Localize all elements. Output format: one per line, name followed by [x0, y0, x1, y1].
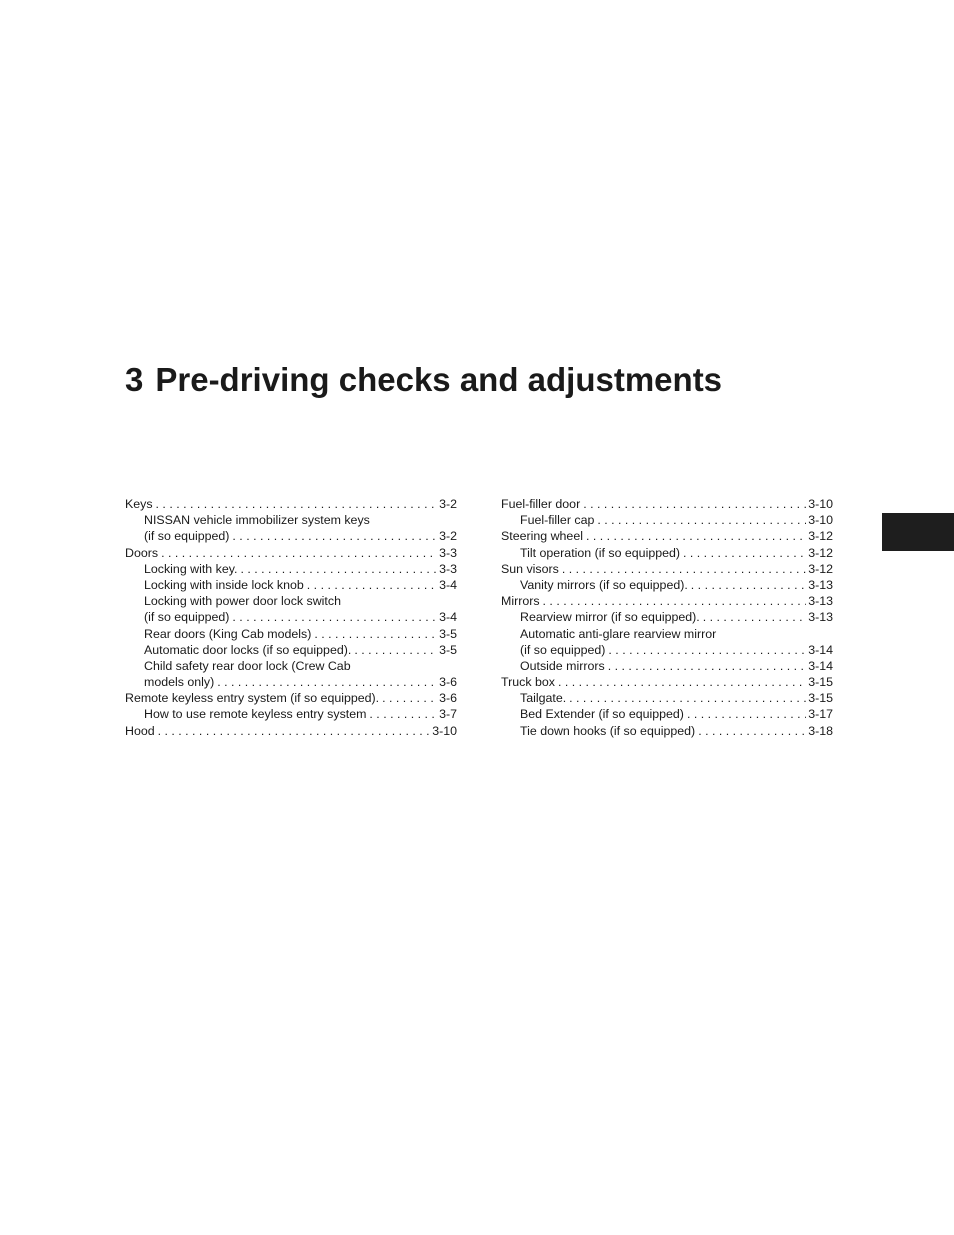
chapter-title: [125, 358, 722, 402]
toc-entry-line: [520, 609, 833, 625]
toc-page-number: 3-15: [808, 691, 833, 706]
toc-entry[interactable]: [125, 577, 457, 593]
dot-leader: [687, 706, 806, 722]
toc-entry[interactable]: [125, 658, 457, 690]
toc-entry-line: [520, 706, 833, 722]
toc-entry-line: [144, 528, 457, 544]
toc-entry[interactable]: [501, 674, 833, 690]
toc-page-number: 3-3: [439, 561, 457, 576]
toc-entry-label: Outside mirrors: [520, 658, 605, 673]
toc-entry[interactable]: [501, 577, 833, 593]
toc-entry-line: [144, 626, 457, 642]
toc-page-number: 3-15: [808, 675, 833, 690]
toc-entry-line: [125, 545, 457, 561]
toc-page-number: 3-18: [808, 723, 833, 738]
dot-leader: [608, 642, 806, 658]
dot-leader: [586, 528, 806, 544]
toc-entry-label: Automatic anti-glare rearview mirror: [520, 626, 717, 641]
dot-leader: [240, 561, 437, 577]
toc-entry-label: Truck box: [501, 675, 555, 690]
toc-entry-line: [144, 642, 457, 658]
toc-entry-label: Fuel-filler cap: [520, 513, 595, 528]
toc-page-number: 3-14: [808, 642, 833, 657]
dot-leader: [562, 561, 806, 577]
toc-entry-line: [125, 690, 457, 706]
toc-entry[interactable]: [501, 496, 833, 512]
toc-entry-label: Tilt operation (if so equipped): [520, 545, 681, 560]
toc-entry[interactable]: [125, 512, 457, 544]
toc-entry-label: Fuel-filler door: [501, 497, 581, 511]
toc-page-number: 3-13: [808, 594, 833, 609]
toc-entry-label: Locking with inside lock knob: [144, 577, 304, 592]
toc-entry[interactable]: [501, 512, 833, 528]
toc-entry-label: (if so equipped): [520, 642, 606, 657]
toc-entry-label: Steering wheel: [501, 529, 583, 544]
toc-entry[interactable]: [125, 593, 457, 625]
dot-leader: [382, 690, 437, 706]
toc-entry[interactable]: [125, 690, 457, 706]
dot-leader: [608, 658, 807, 674]
toc-entry-label: Keys: [125, 497, 153, 511]
toc-entry-label: Locking with power door lock switch: [144, 594, 341, 609]
toc-page-number: 3-5: [439, 626, 457, 641]
dot-leader: [558, 674, 806, 690]
toc-entry-line: [520, 690, 833, 706]
toc-entry[interactable]: [501, 690, 833, 706]
toc-entry-label: (if so equipped): [144, 610, 230, 625]
toc-entry[interactable]: [125, 626, 457, 642]
toc-entry-line: [501, 674, 833, 690]
toc-entry[interactable]: [501, 706, 833, 722]
toc-entry[interactable]: [501, 723, 833, 739]
dot-leader: [583, 496, 806, 512]
toc-entry-line: [520, 626, 833, 642]
toc-entry-label: models only): [144, 675, 215, 690]
dot-leader: [161, 545, 437, 561]
toc-page-number: 3-6: [439, 691, 457, 706]
toc-page-number: 3-10: [808, 513, 833, 528]
toc-entry-line: [144, 561, 457, 577]
toc-entry[interactable]: [501, 626, 833, 658]
toc-entry[interactable]: [501, 528, 833, 544]
toc-entry-label: Remote keyless entry system (if so equipped).: [125, 691, 380, 706]
toc-page-number: 3-17: [808, 707, 833, 722]
dot-leader: [569, 690, 806, 706]
toc-entry-line: [144, 658, 457, 674]
dot-leader: [698, 723, 806, 739]
toc-page-number: 3-10: [432, 723, 457, 738]
toc-page-number: 3-5: [439, 642, 457, 657]
toc-entry[interactable]: [125, 561, 457, 577]
toc-left-column: [125, 496, 457, 739]
toc-entry-label: Vanity mirrors (if so equipped).: [520, 577, 688, 592]
toc-entry-label: Rear doors (King Cab models): [144, 626, 312, 641]
toc-entry[interactable]: [501, 545, 833, 561]
toc-entry[interactable]: [501, 658, 833, 674]
toc-entry-line: [520, 545, 833, 561]
dot-leader: [232, 528, 437, 544]
toc-entry-line: [144, 593, 457, 609]
toc-page-number: 3-12: [808, 545, 833, 560]
dot-leader: [307, 577, 437, 593]
toc-page-number: 3-4: [439, 610, 457, 625]
toc-page-number: 3-2: [439, 529, 457, 544]
toc-entry[interactable]: [125, 723, 457, 739]
toc-entry-label: Locking with key.: [144, 561, 238, 576]
toc-entry-line: [520, 723, 833, 739]
toc-page-number: 3-10: [808, 497, 833, 511]
dot-leader: [543, 593, 807, 609]
toc-entry-line: [501, 561, 833, 577]
toc-entry-line: [520, 642, 833, 658]
toc-entry-label: NISSAN vehicle immobilizer system keys: [144, 513, 370, 528]
toc-entry-label: Child safety rear door lock (Crew Cab: [144, 658, 351, 673]
toc-page-number: 3-2: [439, 497, 457, 511]
toc-entry-line: [501, 496, 833, 512]
toc-entry-label: Automatic door locks (if so equipped).: [144, 642, 352, 657]
dot-leader: [314, 626, 437, 642]
dot-leader: [597, 512, 806, 528]
toc-entry-line: [144, 674, 457, 690]
dot-leader: [232, 609, 437, 625]
toc-entry-line: [144, 577, 457, 593]
toc-entry-line: [501, 593, 833, 609]
dot-leader: [683, 545, 806, 561]
toc-entry-line: [520, 658, 833, 674]
toc-entry-label: How to use remote keyless entry system: [144, 707, 367, 722]
toc-entry-line: [125, 723, 457, 739]
toc-entry-label: Hood: [125, 723, 155, 738]
toc-right-column: [501, 496, 833, 739]
dot-leader: [217, 674, 437, 690]
dot-leader: [691, 577, 806, 593]
toc-entry-label: (if so equipped): [144, 529, 230, 544]
chapter-number: 3: [125, 361, 144, 398]
toc-entry[interactable]: [125, 545, 457, 561]
toc-entry-line: [520, 512, 833, 528]
toc-entry-line: [144, 512, 457, 528]
dot-leader: [354, 642, 437, 658]
toc-entry-line: [501, 528, 833, 544]
toc-page-number: 3-12: [808, 561, 833, 576]
toc-entry-label: Rearview mirror (if so equipped).: [520, 610, 700, 625]
toc-page-number: 3-7: [439, 707, 457, 722]
toc-entry[interactable]: [125, 706, 457, 722]
toc-entry[interactable]: [501, 561, 833, 577]
chapter-title-text: Pre-driving checks and adjustments: [155, 361, 723, 398]
toc-entry-line: [144, 609, 457, 625]
chapter-side-tab: [882, 513, 954, 551]
toc-entry[interactable]: [125, 642, 457, 658]
toc-page-number: 3-13: [808, 610, 833, 625]
toc-entry-label: Mirrors: [501, 594, 540, 609]
toc-entry-label: Tailgate.: [520, 691, 567, 706]
dot-leader: [703, 609, 806, 625]
toc-entry-line: [144, 706, 457, 722]
toc-page-number: 3-14: [808, 658, 833, 673]
toc-page-number: 3-6: [439, 675, 457, 690]
toc-entry-label: Tie down hooks (if so equipped): [520, 723, 696, 738]
toc-entry-label: Sun visors: [501, 561, 559, 576]
dot-leader: [158, 723, 431, 739]
toc-entry-line: [125, 496, 457, 512]
toc-entry[interactable]: [501, 593, 833, 609]
toc-page-number: 3-4: [439, 577, 457, 592]
toc-page-number: 3-13: [808, 577, 833, 592]
toc-entry[interactable]: [501, 609, 833, 625]
toc-entry-label: Bed Extender (if so equipped): [520, 707, 684, 722]
dot-leader: [369, 706, 437, 722]
toc-entry-label: Doors: [125, 545, 159, 560]
toc-entry[interactable]: [125, 496, 457, 512]
toc-entry-line: [520, 577, 833, 593]
toc-page-number: 3-3: [439, 545, 457, 560]
toc-page-number: 3-12: [808, 529, 833, 544]
dot-leader: [156, 496, 438, 512]
